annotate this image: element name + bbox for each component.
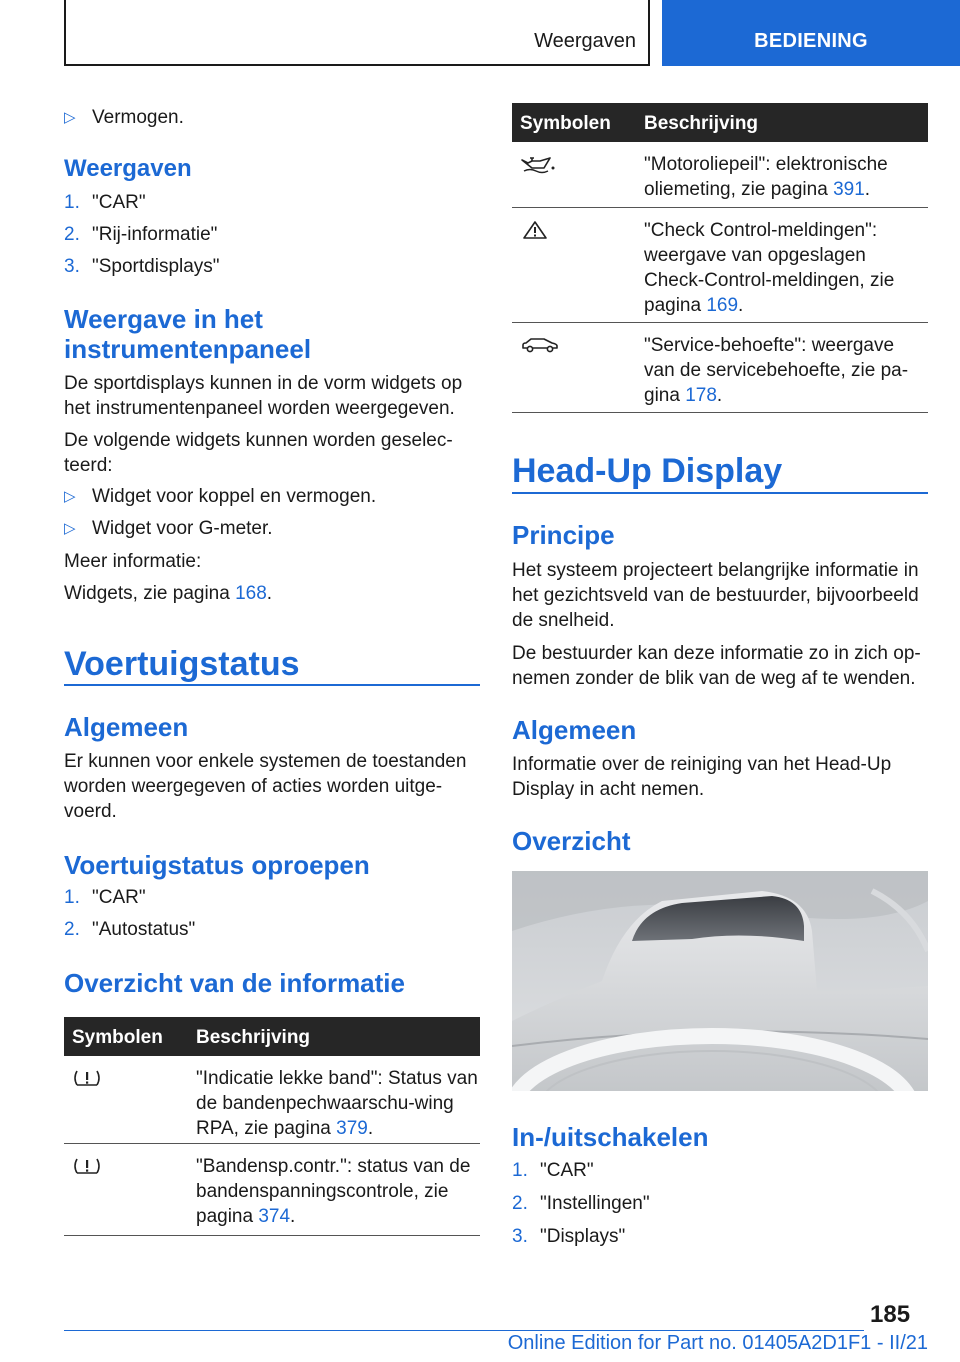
hud-photo <box>512 871 928 1091</box>
list-item: ▷ Widget voor koppel en vermogen. <box>64 486 377 507</box>
heading-overzicht: Overzicht <box>512 826 631 856</box>
triangle-bullet-icon: ▷ <box>64 520 76 537</box>
list-item: 2. "Instellingen" <box>512 1193 650 1214</box>
oil-level-icon <box>520 154 556 174</box>
page-link[interactable]: 178 <box>685 385 717 406</box>
paragraph: Meer informatie: <box>64 551 202 572</box>
list-item: 1. "CAR" <box>512 1160 594 1181</box>
heading-rule <box>64 684 480 686</box>
paragraph: Het systeem projecteert belangrijke informatie in het gezichtsveld van de bestuurder, bijvoorbeeld de snelheid. <box>512 560 919 631</box>
table-row: "Motoroliepeil": elektronische oliemeting, zie pagina 391. <box>512 142 928 208</box>
page-link[interactable]: 391 <box>833 179 865 200</box>
heading-weergaven: Weergaven <box>64 155 192 182</box>
table-row: "Bandensp.contr.": status van de bandenspanningscontrole, zie pagina 374. <box>64 1144 480 1236</box>
heading-inuit: In-/uitschakelen <box>512 1122 709 1152</box>
triangle-bullet-icon: ▷ <box>64 109 76 126</box>
warning-triangle-icon <box>520 220 550 240</box>
heading-voertuigstatus: Voertuigstatus <box>64 645 300 683</box>
section-header-box <box>64 0 650 66</box>
edition-note: Online Edition for Part no. 01405A2D1F1 - II/21 <box>507 1332 928 1354</box>
heading-principe: Principe <box>512 520 615 550</box>
paragraph: De volgende widgets kunnen worden geselec-teerd: <box>64 430 453 476</box>
paragraph: De sportdisplays kunnen in de vorm widgets op het instrumentenpaneel worden weergegeven. <box>64 373 463 419</box>
tire-pressure-warning-icon <box>72 1068 102 1088</box>
heading-algemeen: Algemeen <box>64 712 189 742</box>
paragraph: Informatie over de reiniging van het Head-Up Display in acht nemen. <box>512 754 892 800</box>
footer-rule <box>64 1330 864 1331</box>
list-item: 1. "CAR" <box>64 887 146 908</box>
table-header: Symbolen Beschrijving <box>64 1017 480 1056</box>
table-row: "Service-behoefte": weergave van de servicebehoefte, zie pa-gina 178. <box>512 323 928 413</box>
list-item: 3. "Sportdisplays" <box>64 256 220 277</box>
table-row: "Indicatie lekke band": Status van de bandenpechwaarschu-wing RPA, zie pagina 379. <box>64 1056 480 1144</box>
chapter-title: BEDIENING <box>754 30 868 52</box>
page-link[interactable]: 379 <box>336 1118 368 1139</box>
page-link[interactable]: 374 <box>258 1206 291 1227</box>
list-item: 2. "Rij-informatie" <box>64 224 218 245</box>
page-link[interactable]: 168 <box>235 583 267 604</box>
tire-pressure-warning-icon <box>72 1156 102 1176</box>
paragraph: Er kunnen voor enkele systemen de toestanden worden weergegeven of acties worden uitge-voerd. <box>64 751 467 822</box>
list-item: 3. "Displays" <box>512 1226 626 1247</box>
list-item: ▷ Widget voor G-meter. <box>64 518 273 539</box>
paragraph: De bestuurder kan deze informatie zo in zich op-nemen zonder de blik van de weg af te wenden. <box>512 643 921 689</box>
heading-algemeen: Algemeen <box>512 715 637 745</box>
table-row: "Check Control-meldingen": weergave van opgeslagen Check-Control-meldingen, zie pagina 169. <box>512 208 928 323</box>
service-car-icon <box>520 335 560 355</box>
info-table <box>64 1017 480 1236</box>
heading-rule <box>512 492 928 494</box>
chapter-tab[interactable] <box>662 0 960 66</box>
heading-hud: Head-Up Display <box>512 452 783 490</box>
list-item: 1. "CAR" <box>64 192 146 213</box>
page-link[interactable]: 169 <box>706 295 739 316</box>
page-header <box>0 0 960 66</box>
list-item: 2. "Autostatus" <box>64 919 196 940</box>
page-number: 185 <box>870 1301 911 1328</box>
table-header: Symbolen Beschrijving <box>512 103 928 142</box>
info-table <box>512 103 928 413</box>
list-item: ▷ Vermogen. <box>64 107 184 128</box>
section-title: Weergaven <box>534 30 636 52</box>
paragraph: Widgets, zie pagina 168. <box>64 583 273 604</box>
heading-oproepen: Voertuigstatus oproepen <box>64 850 370 880</box>
triangle-bullet-icon: ▷ <box>64 488 76 505</box>
heading-instrumentenpaneel: Weergave in het instrumentenpaneel <box>64 304 312 364</box>
heading-overzicht-info: Overzicht van de informatie <box>64 968 405 998</box>
